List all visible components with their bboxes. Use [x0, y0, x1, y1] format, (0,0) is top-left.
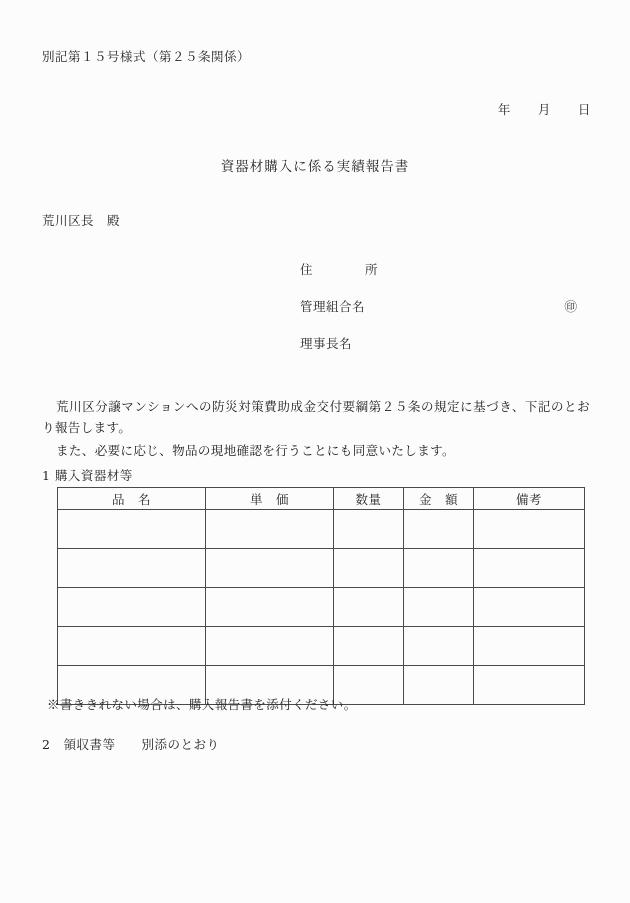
- date-line: [480, 85, 591, 133]
- column-header-item-name: 品 名: [58, 488, 206, 510]
- section-1-heading: 1 購入資器材等: [42, 468, 133, 483]
- column-header-remarks: 備考: [474, 488, 585, 510]
- body-paragraphs: [42, 396, 590, 463]
- cell-unit-price[interactable]: [206, 627, 334, 666]
- cell-item-name[interactable]: [58, 510, 206, 549]
- cell-unit-price[interactable]: [206, 588, 334, 627]
- cell-quantity[interactable]: [334, 627, 404, 666]
- table-header-row: [58, 488, 585, 510]
- table-row: [58, 588, 585, 627]
- column-header-amount: 金 額: [404, 488, 474, 510]
- cell-unit-price[interactable]: [206, 510, 334, 549]
- applicant-chairman-row: [300, 333, 585, 370]
- column-header-unit-price: 単 価: [206, 488, 334, 510]
- table-row: [58, 627, 585, 666]
- date-year-label: 年: [497, 102, 511, 117]
- applicant-association-row: [300, 296, 585, 333]
- applicant-block: [300, 259, 585, 370]
- column-header-quantity: 数量: [334, 488, 404, 510]
- section-2-text: 2 領収書等 別添のとおり: [42, 737, 220, 752]
- form-number: 別記第１５号様式（第２５条関係）: [42, 49, 251, 64]
- cell-quantity[interactable]: [334, 549, 404, 588]
- cell-amount[interactable]: [404, 627, 474, 666]
- applicant-address-row: [300, 259, 585, 296]
- date-day-label: 日: [577, 102, 591, 117]
- cell-quantity[interactable]: [334, 588, 404, 627]
- cell-amount[interactable]: [404, 666, 474, 705]
- purchase-items-table: [57, 487, 585, 705]
- cell-remarks[interactable]: [474, 627, 585, 666]
- cell-item-name[interactable]: [58, 588, 206, 627]
- body-paragraph-1: 荒川区分譲マンションへの防災対策費助成金交付要綱第２５条の規定に基づき、下記のとおり報告します。: [42, 399, 590, 435]
- seal-stamp-icon: ㊞: [564, 299, 577, 314]
- addressee-label: 荒川区長 殿: [42, 213, 121, 228]
- cell-amount[interactable]: [404, 510, 474, 549]
- cell-unit-price[interactable]: [206, 549, 334, 588]
- cell-remarks[interactable]: [474, 549, 585, 588]
- cell-remarks[interactable]: [474, 588, 585, 627]
- association-name-label: 管理組合名: [300, 299, 366, 314]
- cell-amount[interactable]: [404, 588, 474, 627]
- cell-amount[interactable]: [404, 549, 474, 588]
- cell-quantity[interactable]: [334, 510, 404, 549]
- cell-remarks[interactable]: [474, 666, 585, 705]
- table-note: ※書ききれない場合は、購入報告書を添付ください。: [47, 697, 357, 712]
- chairman-name-label: 理事長名: [300, 336, 353, 351]
- cell-item-name[interactable]: [58, 549, 206, 588]
- body-paragraph-2: また、必要に応じ、物品の現地確認を行うことにも同意いたします。: [56, 443, 455, 458]
- cell-remarks[interactable]: [474, 510, 585, 549]
- address-label: 住 所: [300, 262, 379, 277]
- cell-item-name[interactable]: [58, 627, 206, 666]
- date-month-label: 月: [537, 102, 551, 117]
- page-title: 資器材購入に係る実績報告書: [220, 159, 410, 175]
- table-row: [58, 510, 585, 549]
- table-row: [58, 549, 585, 588]
